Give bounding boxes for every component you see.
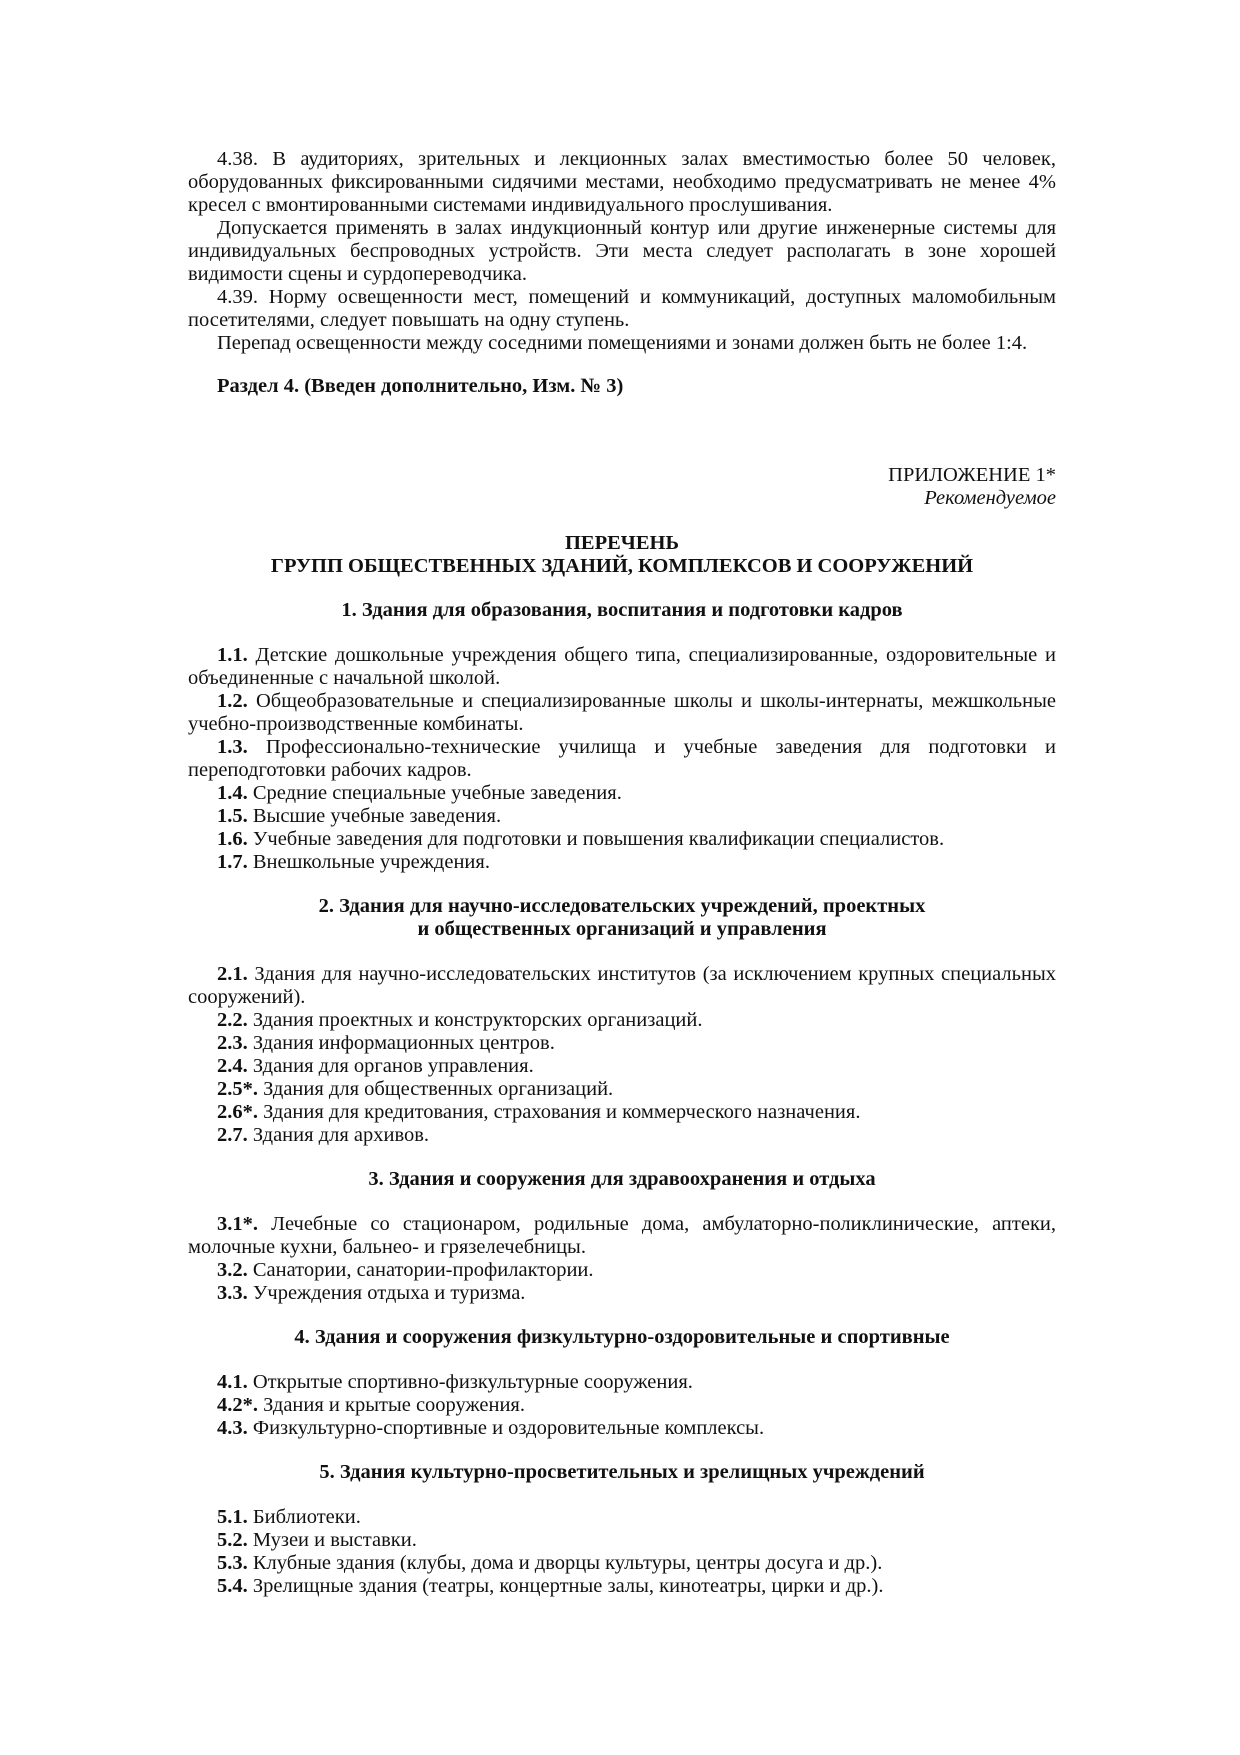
item-number: 5.3. (217, 1552, 248, 1574)
item-number: 3.2. (217, 1259, 248, 1281)
item-text: Детские дошкольные учреждения общего типа, специализированные, оздоровительные и объединенные с начальной школой. (188, 644, 1056, 689)
group-heading-line: 3. Здания и сооружения для здравоохранения и отдыха (368, 1168, 876, 1190)
paragraph-illumination-ratio: Перепад освещенности между соседними помещениями и зонами должен быть не более 1:4. (217, 332, 1028, 354)
list-item (188, 851, 1056, 874)
item-text: Общеобразовательные и специализированные школы и школы-интернаты, межшкольные учебно-производственные комбинаты. (188, 690, 1056, 735)
list-item (188, 690, 1056, 736)
item-number: 5.1. (217, 1506, 248, 1528)
list-item (188, 1394, 1056, 1417)
list-item (188, 1529, 1056, 1552)
item-number: 5.4. (217, 1575, 248, 1597)
item-text: Физкультурно-спортивные и оздоровительные комплексы. (247, 1417, 765, 1439)
item-text: Музеи и выставки. (247, 1529, 417, 1551)
title-line-2: ГРУПП ОБЩЕСТВЕННЫХ ЗДАНИЙ, КОМПЛЕКСОВ И СООРУЖЕНИЙ (270, 555, 974, 577)
document-page (188, 148, 1056, 1598)
paragraph-induction-loop: Допускается применять в залах индукционный контур или другие инженерные системы для индивидуальных беспроводных устройств. Эти места следует располагать в зоне хорошей видимости сцены и сурдопереводчика. (188, 217, 1056, 285)
list-item (188, 1575, 1056, 1598)
item-text: Учебные заведения для подготовки и повышения квалификации специалистов. (247, 828, 945, 850)
appendix-label: ПРИЛОЖЕНИЕ 1* (888, 464, 1056, 486)
appendix-header (188, 464, 1056, 510)
item-number: 2.6*. (217, 1101, 258, 1123)
group-heading-line: 1. Здания для образования, воспитания и подготовки кадров (341, 599, 903, 621)
item-text: Библиотеки. (247, 1506, 361, 1528)
groups-list (188, 599, 1056, 1598)
list-item (188, 782, 1056, 805)
item-number: 1.3. (217, 736, 248, 758)
list-item (188, 1055, 1056, 1078)
item-text: Здания информационных центров. (247, 1032, 555, 1054)
item-number: 2.2. (217, 1009, 248, 1031)
item-text: Здания для кредитования, страхования и коммерческого назначения. (258, 1101, 861, 1123)
list-item (188, 1371, 1056, 1394)
item-number: 4.1. (217, 1371, 248, 1393)
list-item (188, 1078, 1056, 1101)
group-heading-line: 4. Здания и сооружения физкультурно-оздоровительные и спортивные (294, 1326, 950, 1348)
item-text: Здания для научно-исследовательских институтов (за исключением крупных специальных сооружений). (188, 963, 1056, 1008)
list-item (188, 1417, 1056, 1440)
list-item (188, 1552, 1056, 1575)
list-item (188, 736, 1056, 782)
item-number: 2.3. (217, 1032, 248, 1054)
item-text: Учреждения отдыха и туризма. (247, 1282, 526, 1304)
paragraph-4-39: 4.39. Норму освещенности мест, помещений и коммуникаций, доступных маломобильным посетителями, следует повышать на одну ступень. (188, 286, 1056, 331)
list-item (188, 828, 1056, 851)
item-text: Здания для органов управления. (247, 1055, 534, 1077)
group-heading-line: 2. Здания для научно-исследовательских учреждений, проектных (318, 895, 926, 917)
item-number: 1.6. (217, 828, 248, 850)
item-number: 5.2. (217, 1529, 248, 1551)
item-text: Открытые спортивно-физкультурные сооружения. (247, 1371, 693, 1393)
title-line-1: ПЕРЕЧЕНЬ (564, 532, 680, 554)
group-heading (188, 1326, 1056, 1349)
group-heading (188, 1168, 1056, 1191)
list-item (188, 1282, 1056, 1305)
group-heading (188, 599, 1056, 622)
group-heading (188, 895, 1056, 941)
item-text: Клубные здания (клубы, дома и дворцы культуры, центры досуга и др.). (247, 1552, 883, 1574)
item-number: 1.4. (217, 782, 248, 804)
item-number: 1.7. (217, 851, 248, 873)
item-text: Высшие учебные заведения. (247, 805, 502, 827)
group-heading-line: 5. Здания культурно-просветительных и зрелищных учреждений (319, 1461, 925, 1483)
item-number: 4.3. (217, 1417, 248, 1439)
list-item (188, 1213, 1056, 1259)
item-number: 2.4. (217, 1055, 248, 1077)
list-item (188, 1259, 1056, 1282)
item-text: Лечебные со стационаром, родильные дома, амбулаторно-поликлинические, аптеки, молочные кухни, бальнео- и грязелечебницы. (188, 1213, 1056, 1258)
item-text: Профессионально-технические училища и учебные заведения для подготовки и переподготовки рабочих кадров. (188, 736, 1056, 781)
item-text: Санатории, санатории-профилактории. (247, 1259, 594, 1281)
appendix-kind: Рекомендуемое (924, 487, 1056, 509)
item-text: Здания для общественных организаций. (258, 1078, 614, 1100)
list-item (188, 963, 1056, 1009)
list-item (188, 1101, 1056, 1124)
document-title (188, 532, 1056, 578)
item-number: 2.7. (217, 1124, 248, 1146)
section-note: Раздел 4. (Введен дополнительно, Изм. № 3) (217, 375, 624, 397)
paragraph-4-38: 4.38. В аудиториях, зрительных и лекционных залах вместимостью более 50 человек, оборудованных фиксированными сидячими местами, необходимо предусматривать не менее 4% кресел с вмонтированными системами индивидуального прослушивания. (188, 148, 1056, 216)
item-number: 2.5*. (217, 1078, 258, 1100)
item-number: 3.3. (217, 1282, 248, 1304)
list-item (188, 1032, 1056, 1055)
group-section (188, 1326, 1056, 1440)
group-section (188, 1168, 1056, 1305)
item-text: Внешкольные учреждения. (247, 851, 490, 873)
list-item (188, 1506, 1056, 1529)
group-section (188, 599, 1056, 874)
item-text: Здания и крытые сооружения. (258, 1394, 525, 1416)
group-heading (188, 1461, 1056, 1484)
group-section (188, 895, 1056, 1147)
group-section (188, 1461, 1056, 1598)
list-item (188, 1124, 1056, 1147)
item-text: Зрелищные здания (театры, концертные залы, кинотеатры, цирки и др.). (247, 1575, 884, 1597)
list-item (188, 644, 1056, 690)
item-text: Средние специальные учебные заведения. (247, 782, 622, 804)
list-item (188, 1009, 1056, 1032)
item-text: Здания для архивов. (247, 1124, 430, 1146)
item-number: 4.2*. (217, 1394, 258, 1416)
group-heading-line: и общественных организаций и управления (417, 918, 827, 940)
list-item (188, 805, 1056, 828)
item-number: 1.2. (217, 690, 248, 712)
item-number: 1.1. (217, 644, 248, 666)
item-number: 1.5. (217, 805, 248, 827)
item-text: Здания проектных и конструкторских организаций. (247, 1009, 703, 1031)
item-number: 2.1. (217, 963, 248, 985)
item-number: 3.1*. (217, 1213, 258, 1235)
